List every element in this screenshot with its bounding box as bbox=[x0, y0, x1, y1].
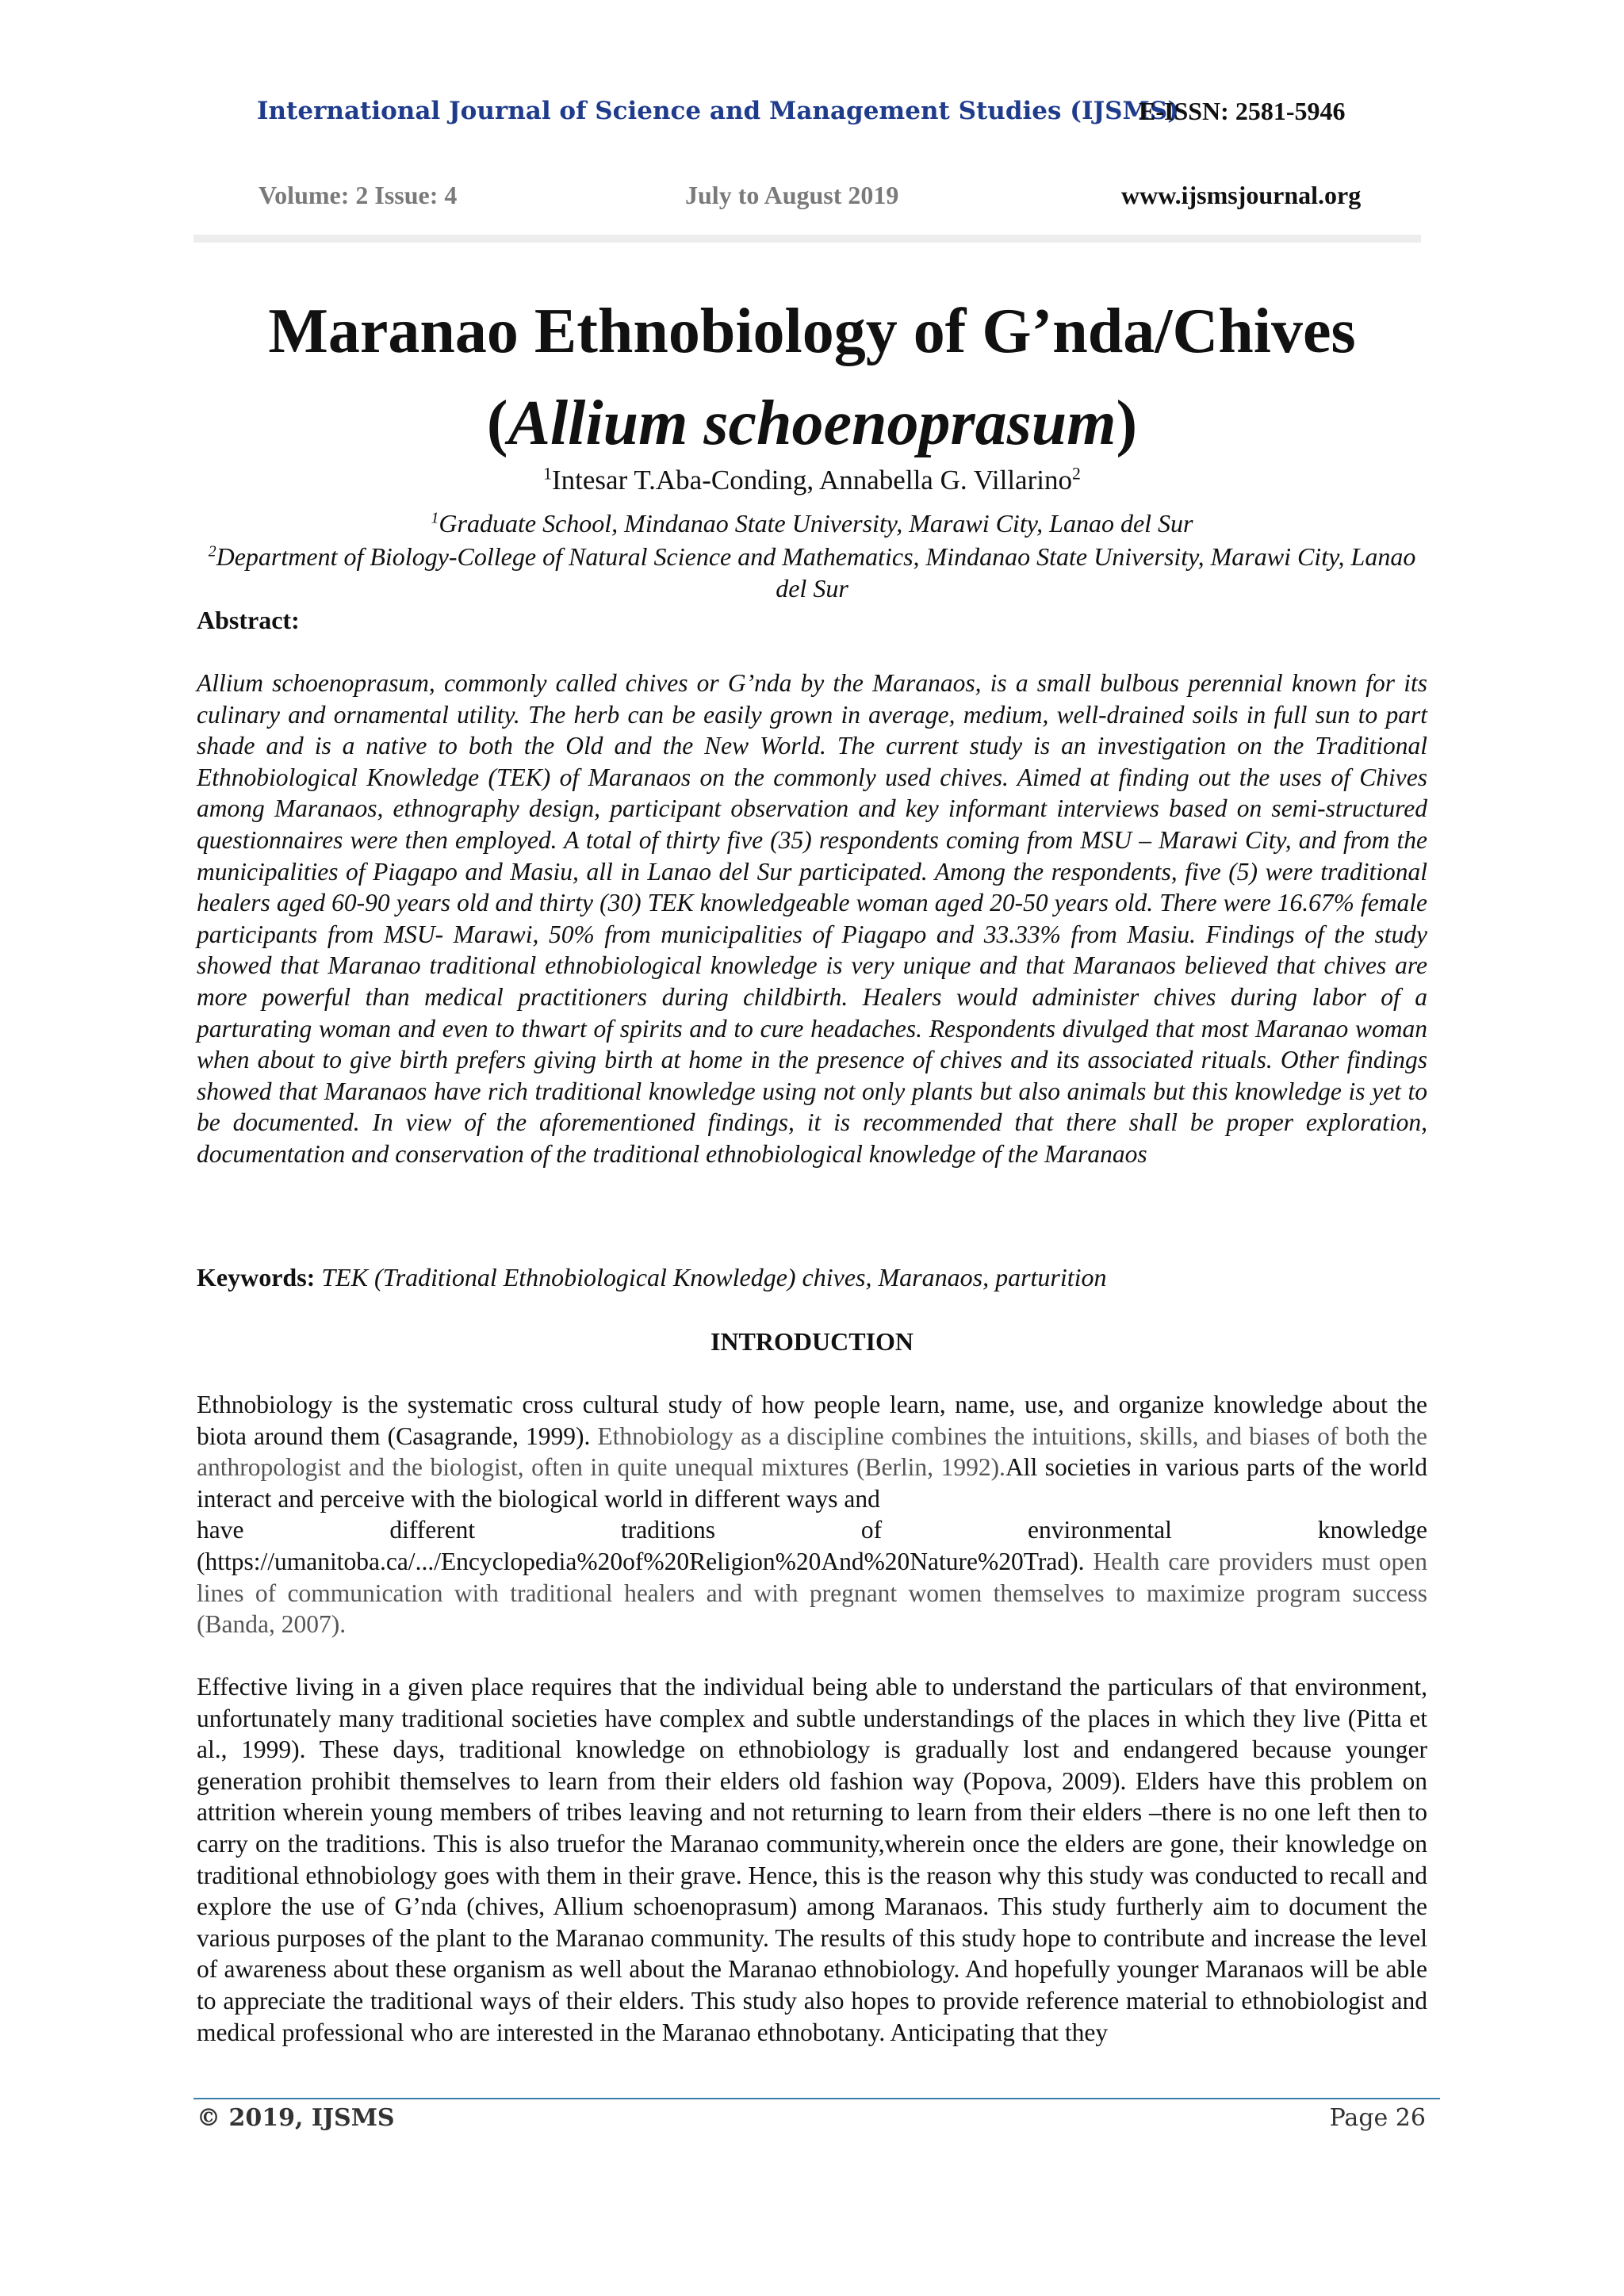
journal-name: International Journal of Science and Management Studies (IJSMS) bbox=[257, 97, 1179, 125]
author-names: Intesar T.Aba-Conding, Annabella G. Villarino bbox=[552, 465, 1072, 496]
header-divider bbox=[193, 235, 1421, 243]
scientific-name: Allium schoenoprasum bbox=[508, 388, 1116, 458]
author-list: $^1$Intesar T.Aba-Conding, Annabella G. Villarino$^2$ bbox=[543, 464, 1081, 496]
affiliation-2: $^2$Department of Biology-College of Natural Science and Mathematics, Mindanao State University, Marawi City, Lanao del Sur bbox=[208, 542, 1416, 603]
issue-date: July to August 2019 bbox=[685, 181, 899, 209]
abstract-heading: Abstract: bbox=[197, 606, 300, 634]
paper-title bbox=[0, 285, 1624, 469]
footer-copyright: © 2019, IJSMS bbox=[197, 2104, 395, 2132]
keywords-label: Keywords: bbox=[197, 1263, 316, 1292]
page-number: Page 26 bbox=[1329, 2104, 1426, 2132]
title-line-2: (Allium schoenoprasum) bbox=[486, 388, 1138, 458]
title-line-1: Maranao Ethnobiology of G’nda/Chives bbox=[268, 297, 1356, 366]
intro-paragraph-1: Ethnobiology is the systematic cross cultural study of how people learn, name, use, and organize knowledge about the biota around them (Casagrande, 1999). Ethnobiology as a discipline combines the intuitions, skills, and biases of both the anthropologist and the biologist, often in quite unequal mixtures (Berlin, 1992).All societies in various parts of the world interact and perceive with the biological world in different ways and have different traditions of environmental knowledge (https://umanitoba.ca/.../Encyclopedia%20of%20Religion%20And%20Nature%20Trad). Health care providers must open lines of communication with traditional healers and with pregnant women themselves to maximize program success (Banda, 2007). bbox=[197, 1391, 1427, 1639]
intro-paragraph-2: Effective living in a given place requires that the individual being able to understand the particulars of that environment, unfortunately many traditional societies have complex and subtle understandings of the places in which they live (Pitta et al., 1999). These days, traditional knowledge on ethnobiology is gradually lost and endangered because younger generation prohibit themselves to learn from their elders old fashion way (Popova, 2009). Elders have this problem on attrition wherein young members of tribes leaving and not returning to learn from their elders –there is no one left then to carry on the traditions. This is also truefor the Maranao community,wherein once the elders are gone, their knowledge on traditional ethnobiology goes with them in their grave. Hence, this is the reason why this study was conducted to recall and explore the use of G’nda (chives, Allium schoenoprasum) among Maranaos. This study furtherly aim to document the various purposes of the plant to the Maranao community. The results of this study hope to contribute and increase the level of awareness about these organism as well about the Maranao ethnobiology. And hopefully younger Maranaos will be able to appreciate the traditional ways of their elders. This study also hopes to provide reference material to ethnobiologist and medical professional who are interested in the Maranao ethnobotany. Anticipating that they bbox=[197, 1673, 1427, 2046]
footer-divider bbox=[193, 2098, 1440, 2099]
section-heading-introduction: INTRODUCTION bbox=[710, 1327, 914, 1356]
keywords bbox=[197, 1262, 1427, 1294]
keywords-text: TEK (Traditional Ethnobiological Knowledge) chives, Maranaos, parturition bbox=[321, 1263, 1107, 1292]
justified-line: have different traditions of environmental knowledge bbox=[197, 1516, 1427, 1544]
journal-website: www.ijsmsjournal.org bbox=[1121, 181, 1362, 209]
eissn: E-ISSN: 2581-5946 bbox=[1139, 97, 1346, 125]
affiliation-1: $^1$Graduate School, Mindanao State University, Marawi City, Lanao del Sur bbox=[431, 509, 1193, 538]
abstract-text: Allium schoenoprasum, commonly called chives or G’nda by the Maranaos, is a small bulbous perennial known for its culinary and ornamental utility. The herb can be easily grown in average, medium, well-drained soils in full sun to part shade and is a native to both the Old and the New World. The current study is an investigation on the Traditional Ethnobiological Knowledge (TEK) of Maranaos on the commonly used chives. Aimed at finding out the uses of Chives among Maranaos, ethnography design, participant observation and key informant interviews based on semi-structured questionnaires were then employed. A total of thirty five (35) respondents coming from MSU – Marawi City, and from the municipalities of Piagapo and Masiu, all in Lanao del Sur participated. Among the respondents, five (5) were traditional healers aged 60-90 years old and thirty (30) TEK knowledgeable woman aged 20-50 years old. There were 16.67% female participants from MSU- Marawi, 50% from municipalities of Piagapo and 33.33% from Masiu. Findings of the study showed that Maranao traditional ethnobiological knowledge is very unique and that Maranaos believed that chives are more powerful than medical practitioners during childbirth. Healers would administer chives during labor of a parturating woman and even to thwart of spirits and to cure headaches. Respondents divulged that most Maranao woman when about to give birth prefers giving birth at home in the presence of chives and its associated rituals. Other findings showed that Maranaos have rich traditional knowledge using not only plants but also animals but this knowledge is yet to be documented. In view of the aforementioned findings, it is recommended that there shall be proper exploration, documentation and conservation of the traditional ethnobiological knowledge of the Maranaos bbox=[197, 669, 1427, 1168]
volume-issue: Volume: 2 Issue: 4 bbox=[259, 181, 458, 209]
